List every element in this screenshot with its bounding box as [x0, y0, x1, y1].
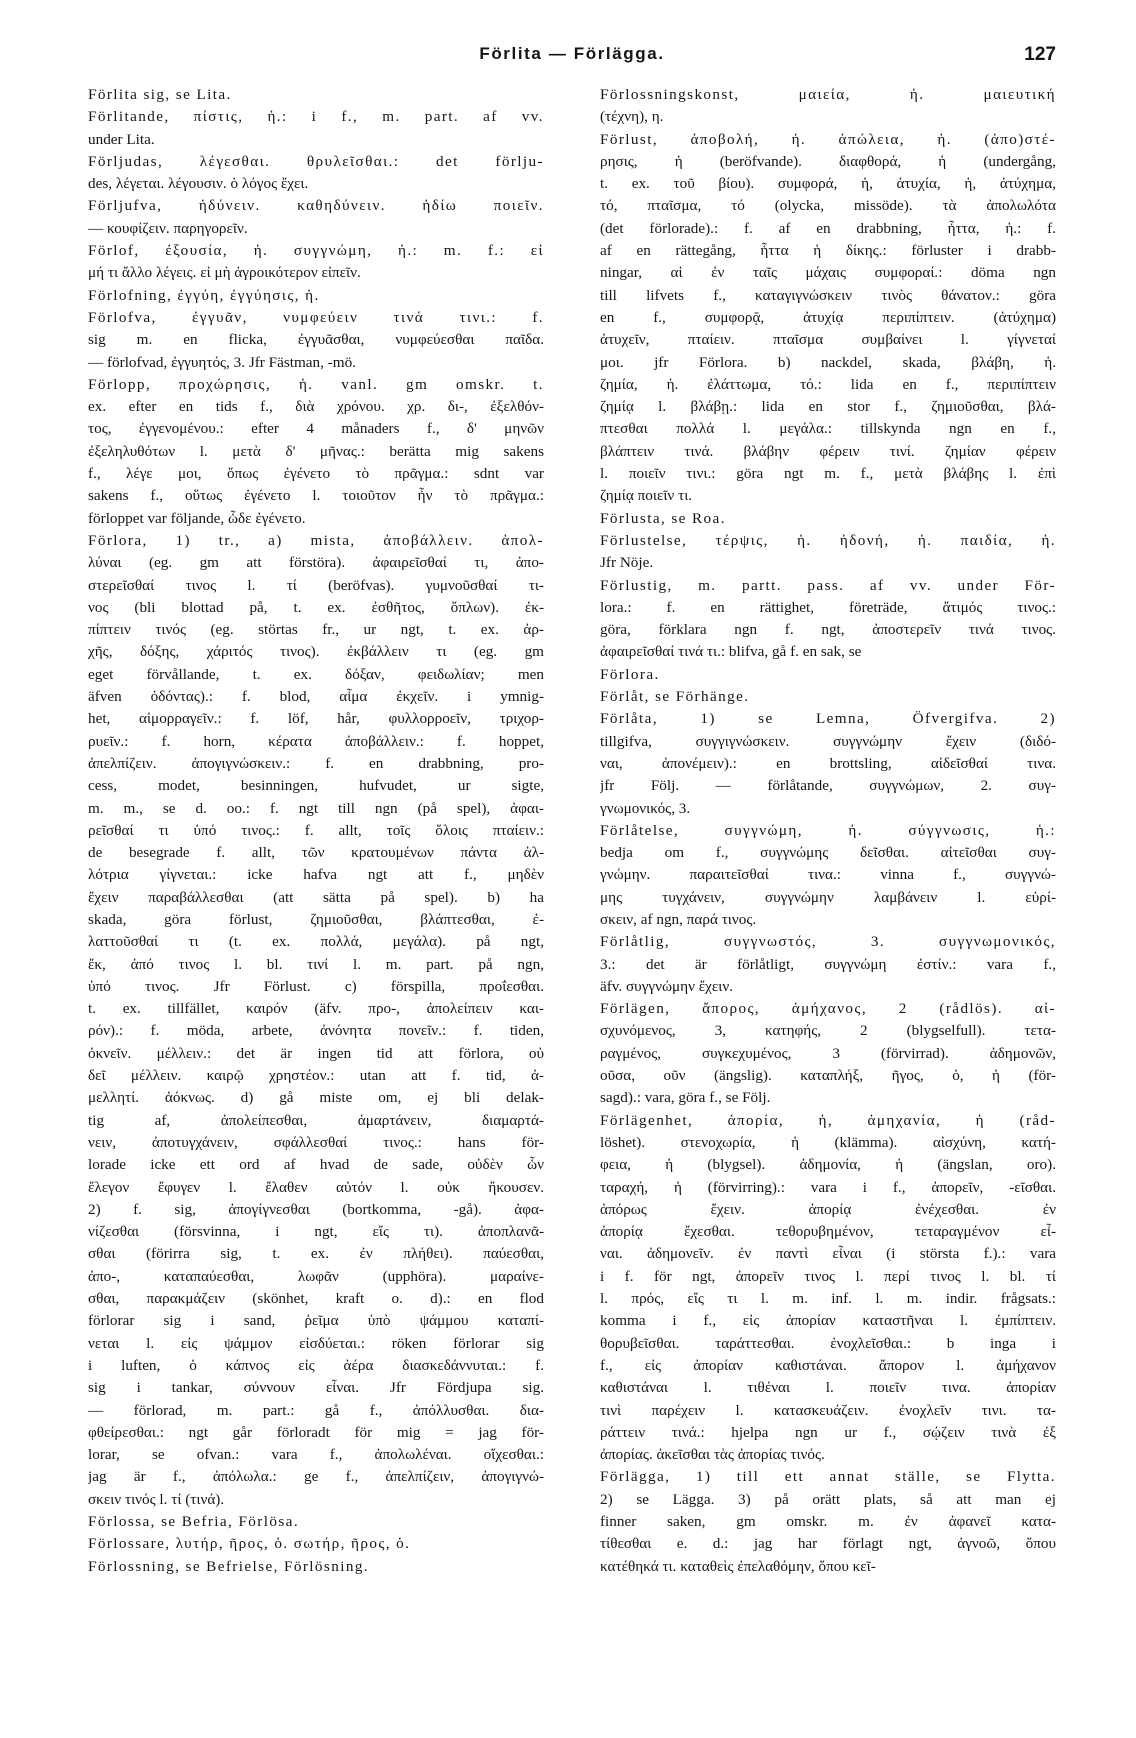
dictionary-text-line: ζημίᾳ l. βλάβῃ.: lida en stor f., ζημιοῦσθαι, βλά-: [600, 398, 1056, 416]
dictionary-text-line: σχυνόμενος, 3, κατηφής, 2 (blygselfull). τετα-: [600, 1022, 1056, 1040]
dictionary-headword-line: Förlåtelse, συγγνώμη, ἡ. σύγγνωσις, ἡ.:: [600, 821, 1056, 839]
dictionary-text-line: οῦσα, οῦν (ängslig). καταπλήξ, ῆγος, ὁ, ἡ (för-: [600, 1067, 1056, 1085]
dictionary-text-line: ναι. ἀδημονεῖν. ἐν παντὶ εἶναι (i största f.).: vara: [600, 1245, 1056, 1263]
dictionary-text-line: en f., συμφορᾷ, ἀτυχίᾳ περιπίπτειν. (ἀτύχημα): [600, 308, 1056, 326]
dictionary-headword-line: Förlossning, se Befrielse, Förlösning.: [88, 1557, 370, 1575]
dictionary-text-line: λύναι (eg. gm att förstöra). ἀφαιρεῖσθαί τι, ἀπο-: [88, 554, 544, 572]
dictionary-text-line: sagd).: vara, göra f., se Följ.: [600, 1089, 771, 1107]
dictionary-text-line: ἀπόρως ἔχειν. ἀπορίᾳ ἐνέχεσθαι. ἐν: [600, 1200, 1056, 1218]
dictionary-text-line: finner saken, gm omskr. m. ἐν ἀφανεῖ κατα-: [600, 1513, 1056, 1530]
dictionary-text-line: μοι. jfr Förlora. b) nackdel, skada, βλάβη, ἡ.: [600, 353, 1056, 371]
dictionary-text-line: ρυεῖν.: f. horn, κέρατα ἀποβάλλειν.: f. hoppet,: [88, 732, 544, 750]
dictionary-text-line: m. m., se d. oo.: f. ngt till ngn (på spel), ἀφαι-: [88, 799, 544, 817]
dictionary-headword-line: Förlofva, ἐγγυᾶν, νυμφεύειν τινά τινι.: f.: [88, 308, 544, 326]
dictionary-text-line: ὀκνεῖν. μέλλειν.: det är ingen tid att förlora, οὐ: [88, 1044, 544, 1062]
dictionary-text-line: sig i tankar, σύννουν εἶναι. Jfr Fördjupa sig.: [88, 1379, 544, 1397]
dictionary-text-line: κατέθηκά τι. καταθεὶς ἐπελαθόμην, ὅπου κεῖ-: [600, 1557, 876, 1575]
dictionary-text-line: σθαι, παρακμάζειν (skönhet, kraft o. d).: en flod: [88, 1290, 544, 1308]
dictionary-text-line: σθαι (förirra sig, t. ex. ἐν πλήθει). παύεσθαι,: [88, 1245, 544, 1263]
dictionary-text-line: f., εἰς ἀπορίαν καθιστάναι. ἄπορον l. ἀμήχανον: [600, 1356, 1056, 1374]
dictionary-text-line: äfv. συγγνώμην ἔχειν.: [600, 977, 733, 995]
dictionary-text-line: δεῖ μέλλειν. καιρῷ χρηστέον.: utan att f. tid, ἀ-: [88, 1067, 544, 1085]
dictionary-headword-line: Förlåt, se Förhänge.: [600, 688, 750, 706]
dictionary-headword-line: Förlossa, se Befria, Förlösa.: [88, 1513, 300, 1530]
dictionary-text-line: νειν, ἀποτυγχάνειν, σφάλλεσθαί τινος.: hans för-: [88, 1133, 544, 1151]
dictionary-text-line: ἐξεληλυθότων l. μετὰ δ' μῆνας.: berätta mig sakens: [88, 442, 544, 460]
dictionary-text-line: sig m. en flicka, ἐγγυᾶσθαι, νυμφεύεσθαι παῖδα.: [88, 331, 544, 349]
dictionary-text-line: skada, göra förlust, ζημιοῦσθαι, βλάπτεσθαι, ἐ-: [88, 910, 544, 928]
dictionary-text-line: ρησις, ἡ (beröfvande). διαφθορά, ἡ (undergång,: [600, 152, 1056, 170]
dictionary-headword-line: Förlusta, se Roa.: [600, 509, 726, 527]
dictionary-headword-line: Förlustig, m. partt. pass. af vv. under För-: [600, 576, 1056, 594]
dictionary-text-line: ningar, αἱ ἐν ταῖς μάχαις συμφοραί.: döma ngn: [600, 264, 1056, 282]
dictionary-text-line: τινὶ παρέχειν l. κατασκευάζειν. ἐνοχλεῖν τινι. τα-: [600, 1401, 1056, 1419]
dictionary-text-line: af en rättegång, ἧττα ἡ δίκης.: förluster i drabb-: [600, 242, 1056, 260]
dictionary-text-line: ἀτυχεῖν, πταίειν. πταῖσμα συμβαίνει l. γίγνεταί: [600, 331, 1056, 349]
dictionary-text-line: f., λέγε μοι, ὅπως ἐγένετο τὸ πρᾶγμα.: sdnt var: [88, 465, 544, 483]
dictionary-text-line: μή τι ἄλλο λέγεις. εἰ μὴ ἀγροικότερον εἰπεῖν.: [88, 264, 361, 282]
dictionary-text-line: φθείρεσθαι.: ngt går förloradt för mig = jag för-: [88, 1423, 544, 1441]
dictionary-headword-line: Förljufva, ἡδύνειν. καθηδύνειν. ἡδίω ποιεῖν.: [88, 197, 544, 215]
dictionary-headword-line: Förlita sig, se Lita.: [88, 86, 232, 103]
dictionary-text-line: ζημίᾳ ποιεῖν τι.: [600, 487, 693, 505]
dictionary-text-line: μελλητί. ἀόκνως. d) gå miste om, ej bli delak-: [88, 1089, 544, 1107]
left-column: [88, 84, 544, 1724]
dictionary-text-line: 3.: det är förlåtligt, συγγνώμη ἐστίν.: vara f.,: [600, 955, 1056, 973]
dictionary-text-line: äfven ὀδόντας).: f. blod, αἷμα ἐκχεῖν. i ymnig-: [88, 688, 544, 706]
dictionary-text-line: l. ποιεῖν τινι.: göra ngt m. f., μετὰ βλάβης l. ἐπὶ: [600, 465, 1056, 483]
dictionary-text-line: tillgifva, συγγιγνώσκειν. συγγνώμην ἔχειν (διδό-: [600, 732, 1056, 750]
dictionary-text-line: sakens f., οὕτως ἐγένετο l. τοιοῦτον ἦν τὸ πρᾶγμα.:: [88, 487, 544, 505]
dictionary-text-line: i luften, ὁ κάπνος εἰς ἀέρα διασκεδάννυται.: f.: [88, 1356, 544, 1374]
dictionary-text-line: τίθεσθαι e. d.: jag har förlagt ngt, ἀγνοῶ, ὅπου: [600, 1535, 1056, 1553]
dictionary-text-line: ἔκ, ἀπό τινος l. bl. τινί l. m. part. på ngn,: [88, 955, 544, 973]
dictionary-text-line: förlorar sig i sand, ῥεῖμα ὑπὸ ψάμμου καταπί-: [88, 1312, 544, 1330]
page-header: [88, 44, 1056, 74]
dictionary-text-line: ὑπό τινος. Jfr Förlust. c) förspilla, προΐεσθαι.: [88, 977, 544, 995]
dictionary-text-line: βλάπτειν τινά. βλάβην φέρειν τινί. ζημίαν φέρειν: [600, 442, 1056, 460]
dictionary-headword-line: Förlåtlig, συγγνωστός, 3. συγγνωμονικός,: [600, 933, 1056, 951]
dictionary-text-line: bedja om f., συγγνώμης δεῖσθαι. αἰτεῖσθαι συγ-: [600, 844, 1056, 862]
dictionary-text-line: l. πρός, εἴς τι l. m. inf. l. m. indir. frågsats.:: [600, 1290, 1056, 1308]
dictionary-text-line: ναι, ἀπονέμειν).: en brottsling, αἰδεῖσθαί τινα.: [600, 754, 1056, 772]
dictionary-text-line: — förlorad, m. part.: gå f., ἀπόλλυσθαι. δια-: [88, 1401, 544, 1419]
dictionary-headword-line: Förlustelse, τέρψις, ἡ. ἡδονή, ἡ. παιδία, ἡ.: [600, 531, 1056, 549]
dictionary-text-line: ἔλεγον ἔφυγεν l. ἔλαθεν αὐτόν l. οὐκ ἤκουσεν.: [88, 1178, 544, 1196]
dictionary-text-line: στερεῖσθαί τινος l. τί (beröfvas). γυμνοῦσθαί τι-: [88, 576, 544, 594]
dictionary-text-line: i f. för ngt, ἀπορεῖν τινος l. περί τινος l. bl. τί: [600, 1267, 1056, 1285]
dictionary-text-line: jfr Följ. — förlåtande, συγγνώμων, 2. συγ-: [600, 777, 1056, 795]
dictionary-text-line: νεται l. εἰς ψάμμον εἰσδύεται.: röken förlorar sig: [88, 1334, 544, 1352]
dictionary-text-line: lora.: f. en rättighet, företräde, ἄτιμός τινος.:: [600, 598, 1056, 616]
dictionary-text-line: μης τυγχάνειν, συγγνώμην λαμβάνειν l. εὑρί-: [600, 888, 1056, 906]
dictionary-text-line: ex. efter en tids f., διὰ χρόνου. χρ. δι-, ἐξελθόν-: [88, 398, 544, 416]
dictionary-text-line: λότρια γίγνεται.: icke hafva ngt att f., μηδὲν: [88, 866, 544, 884]
dictionary-text-line: — förlofvad, ἐγγυητός, 3. Jfr Fästman, -mö.: [88, 353, 356, 371]
dictionary-text-line: (det förlorade).: f. af en drabbning, ἧττα, ἡ.: f.: [600, 219, 1056, 237]
dictionary-text-line: jag är f., ἀπόλωλα.: ge f., ἀπελπίζειν, ἀπογιγνώ-: [88, 1468, 544, 1486]
dictionary-text-line: 2) se Lägga. 3) på orätt plats, så att man ej: [600, 1490, 1056, 1508]
dictionary-headword-line: Förlora, 1) tr., a) mista, ἀποβάλλειν. ἀπολ-: [88, 531, 544, 549]
dictionary-headword-line: Förlof, ἐξουσία, ἡ. συγγνώμη, ἡ.: m. f.: εἰ: [88, 242, 544, 260]
dictionary-text-line: ἀπελπίζειν. ἀπογιγνώσκειν.: f. en drabbning, pro-: [88, 754, 544, 772]
dictionary-text-line: χῆς, δόξης, χάριτός τινος). ἐκβάλλειν τι (eg. gm: [88, 643, 544, 661]
dictionary-text-line: τό, πταῖσμα, τό (olycka, missöde). τὰ ἀπολωλότα: [600, 197, 1056, 215]
dictionary-text-line: t. ex. τοῦ βίου). συμφορά, ἡ, ἀτυχία, ἡ, ἀτύχημα,: [600, 175, 1056, 193]
dictionary-headword-line: Förlägen, ἄπορος, ἀμήχανος, 2 (rådlös). αἰ-: [600, 1000, 1056, 1018]
dictionary-text-line: tig af, ἀπολείπεσθαι, ἁμαρτάνειν, διαμαρτά-: [88, 1111, 544, 1129]
dictionary-text-line: ρεῖσθαί τι ὑπό τινος.: f. allt, τοῖς ὅλοις πταίειν.:: [88, 821, 544, 839]
dictionary-text-line: ράττειν τινά.: hjelpa ngn ur f., σῴζειν τινὰ ἐξ: [600, 1423, 1056, 1441]
dictionary-text-line: ἀπορίᾳ ἔχεσθαι. τεθορυβημένον, τεταραγμένον εἶ-: [600, 1223, 1056, 1241]
dictionary-headword-line: Förlofning, ἐγγύη, ἐγγύησις, ἡ.: [88, 286, 320, 304]
dictionary-text-line: Jfr Nöje.: [600, 554, 654, 572]
dictionary-text-line: ἀφαιρεῖσθαί τινά τι.: blifva, gå f. en sak, se: [600, 643, 862, 661]
page-number: 127: [1024, 44, 1056, 65]
dictionary-text-line: löshet). στενοχωρία, ἡ (klämma). αἰσχύνη, κατή-: [600, 1133, 1056, 1151]
dictionary-text-line: νος (bli blottad på, t. ex. ἐσθῆτος, ὅπλων). ἐκ-: [88, 598, 544, 616]
dictionary-text-line: göra, förklara ngn f. ngt, ἀποστερεῖν τινά τινος.: [600, 621, 1056, 639]
dictionary-text-line: ταραχή, ἡ (förvirring).: vara i f., ἀπορεῖν, -εῖσθαι.: [600, 1178, 1056, 1196]
dictionary-headword-line: Förlägenhet, ἀπορία, ἡ, ἀμηχανία, ἡ (råd-: [600, 1111, 1056, 1129]
dictionary-headword-line: Förlossare, λυτήρ, ῆρος, ὁ. σωτήρ, ῆρος, ὁ.: [88, 1535, 411, 1553]
dictionary-text-line: des, λέγεται. λέγουσιν. ὁ λόγος ἔχει.: [88, 175, 309, 193]
dictionary-text-line: τος, ἐγγενομένου.: efter 4 månaders f., δ' μηνῶν: [88, 420, 544, 438]
dictionary-text-line: cess, modet, besinningen, hufvudet, ur sigte,: [88, 777, 544, 795]
running-title: Förlita — Förlägga.: [479, 44, 665, 63]
dictionary-headword-line: Förlåta, 1) se Lemna, Öfvergifva. 2): [600, 710, 1056, 728]
dictionary-headword-line: Förlägga, 1) till ett annat ställe, se Flytta.: [600, 1468, 1056, 1486]
dictionary-text-line: eget förvållande, t. ex. δόξαν, φειδωλίαν; men: [88, 665, 544, 683]
dictionary-text-line: komma i f., εἰς ἀπορίαν καταστῆναι l. ἐμπίπτειν.: [600, 1312, 1056, 1330]
dictionary-headword-line: Förljudas, λέγεσθαι. θρυλεῖσθαι.: det förlju-: [88, 152, 544, 170]
dictionary-headword-line: Förlitande, πίστις, ἡ.: i f., m. part. af vv.: [88, 108, 544, 126]
right-column: [600, 84, 1056, 1724]
dictionary-text-line: förloppet var följande, ὧδε ἐγένετο.: [88, 509, 306, 527]
dictionary-text-line: till lifvets f., καταγιγνώσκειν τινὸς θάνατον.: göra: [600, 286, 1056, 304]
dictionary-text-line: ζημία, ἡ. ἐλάττωμα, τό.: lida en f., περιπίπτειν: [600, 375, 1056, 393]
dictionary-headword-line: Förlossningskonst, μαιεία, ἡ. μαιευτική: [600, 86, 1056, 103]
dictionary-text-line: πίπτειν τινός (eg. störtas fr., ur ngt, t. ex. ἀρ-: [88, 621, 544, 639]
dictionary-text-line: lorar, se ofvan.: vara f., ἀπολωλέναι. οἴχεσθαι.:: [88, 1446, 544, 1464]
dictionary-text-line: θορυβεῖσθαι. ταράττεσθαι. ἐνοχλεῖσθαι.: b inga i: [600, 1334, 1056, 1352]
dictionary-headword-line: Förlust, ἀποβολή, ἡ. ἀπώλεια, ἡ. (ἀπο)στέ-: [600, 130, 1056, 148]
dictionary-text-line: φεια, ἡ (blygsel). ἀδημονία, ἡ (ängslan, oro).: [600, 1156, 1056, 1174]
dictionary-text-line: ρόν).: f. möda, arbete, ἀνόνητα πονεῖν.: f. tiden,: [88, 1022, 544, 1040]
dictionary-text-line: 2) f. sig, ἀπογίγνεσθαι (bortkomma, -gå). ἀφα-: [88, 1200, 544, 1218]
dictionary-text-line: de besegrade f. allt, τῶν κρατουμένων πάντα ἀλ-: [88, 844, 544, 862]
dictionary-text-line: γνώμην. παραιτεῖσθαί τινα.: vinna f., συγγνώ-: [600, 866, 1056, 884]
dictionary-text-line: νίζεσθαι (försvinna, i ngt, εἴς τι). ἀποπλανᾶ-: [88, 1223, 544, 1241]
dictionary-text-line: σκειν τινός l. τί (τινά).: [88, 1490, 225, 1508]
dictionary-text-line: καθιστάναι l. τιθέναι l. ποιεῖν τινα. ἀπορίαν: [600, 1379, 1056, 1397]
dictionary-text-line: t. ex. tillfället, καιρόν (äfv. προ-, ἀπολείπειν και-: [88, 1000, 544, 1018]
dictionary-headword-line: Förlora.: [600, 665, 660, 683]
dictionary-text-line: σκειν, af ngn, παρά τινος.: [600, 910, 757, 928]
dictionary-headword-line: Förlopp, προχώρησις, ἡ. vanl. gm omskr. t.: [88, 375, 544, 393]
dictionary-text-line: πτεσθαι πολλά l. μεγάλα.: tillskynda ngn en f.,: [600, 420, 1056, 438]
dictionary-text-line: lorade icke ett ord af hvad de sade, οὐδὲν ὧν: [88, 1156, 544, 1174]
dictionary-text-line: ραγμένος, συγκεχυμένος, 3 (förvirrad). ἀδημονῶν,: [600, 1044, 1056, 1062]
dictionary-text-line: γνωμονικός, 3.: [600, 799, 691, 817]
dictionary-text-line: ἀπορίας. ἀκεῖσθαι τὰς ἀπορίας τινός.: [600, 1446, 825, 1464]
dictionary-text-line: ἀπο-, καταπαύεσθαι, λωφᾶν (upphöra). μαραίνε-: [88, 1267, 544, 1285]
dictionary-text-line: — κουφίζειν. παρηγορεῖν.: [88, 219, 248, 237]
dictionary-text-line: under Lita.: [88, 130, 155, 148]
dictionary-text-line: (τέχνη), η.: [600, 108, 664, 126]
dictionary-text-line: λαττοῦσθαί τι (t. ex. πολλά, μεγάλα). på ngt,: [88, 933, 544, 951]
dictionary-text-line: ἔχειν παραβάλλεσθαι (att sätta på spel). b) ha: [88, 888, 544, 906]
dictionary-text-line: het, αἱμορραγεῖν.: f. löf, hår, φυλλορροεῖν, τριχορ-: [88, 710, 544, 728]
